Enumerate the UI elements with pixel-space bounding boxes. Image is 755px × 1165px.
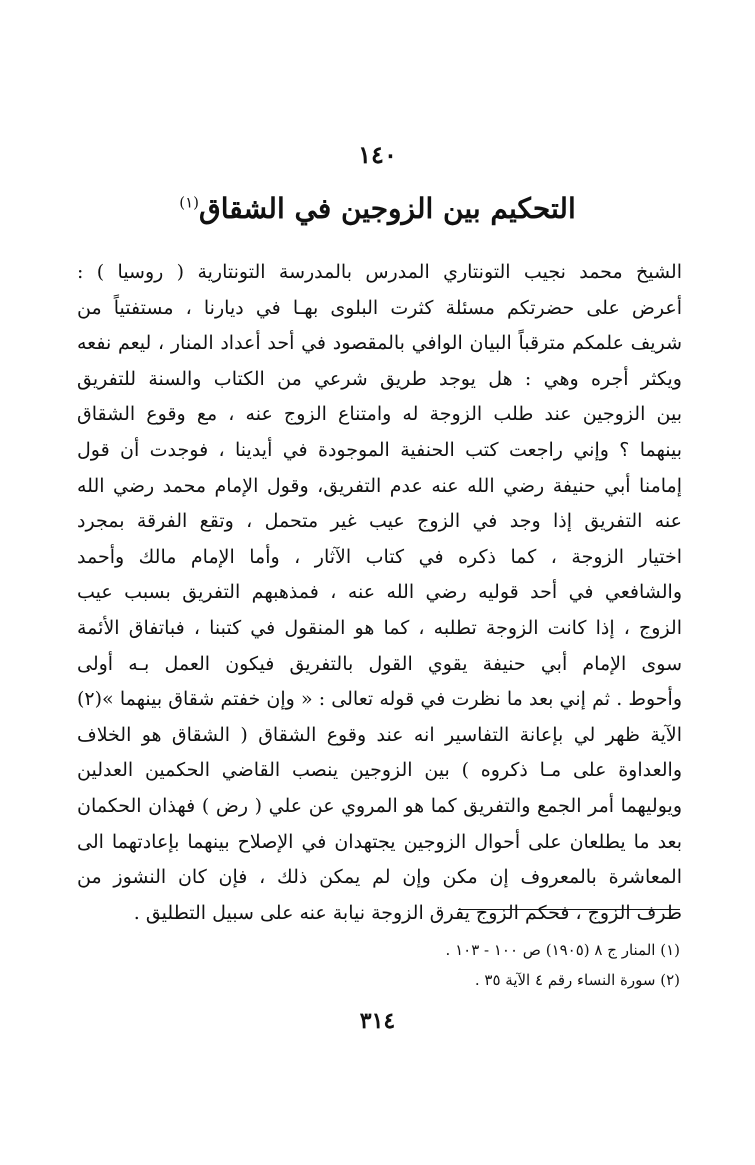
body-line: عنه التفريق إذا وجد في الزوج عيب غير متحمل ، وتقع الفرقة بمجرد: [77, 510, 682, 533]
body-line: سوى الإمام أبي حنيفة يقوي القول بالتفريق فيكون العمل بـه أولى: [77, 652, 682, 675]
body-line: والشافعي في أحد قوليه رضي الله عنه ، فمذهبهم التفريق بسبب عيب: [77, 581, 682, 604]
body-line: شريف علمكم مترقباً البيان الوافي بالمقصود في أحد أعداد المنار ، ليعم نفعه: [77, 332, 682, 355]
body-line: أعرض على حضرتكم مسئلة كثرت البلوى بهـا في ديارنا ، مستفتياً من: [77, 296, 682, 319]
body-text: [77, 255, 682, 931]
body-line: الشيخ محمد نجيب التونتاري المدرس بالمدرسة التونتارية ( روسيا ) :: [77, 261, 682, 283]
body-line: بين الزوجين عند طلب الزوجة له وامتناع الزوج عنه ، مع وقوع الشقاق: [77, 403, 682, 426]
body-line: بعد ما يطلعان على أحوال الزوجين يجتهدان في الإصلاح بينهما بإعادتهما الى: [77, 830, 682, 853]
body-line: الزوج ، إذا كانت الزوجة تطلبه ، كما هو المنقول في كتبنا ، فباتفاق الأئمة: [77, 616, 682, 639]
body-line: الآية ظهر لي بإعانة التفاسير انه عند وقوع الشقاق ( الشقاق هو الخلاف: [77, 723, 682, 746]
page-number: ٣١٤: [359, 1008, 396, 1034]
body-line: ويكثر أجره وهي : هل يوجد طريق شرعي من الكتاب والسنة للتفريق: [77, 367, 682, 390]
body-line: بينهما ؟ وإني راجعت كتب الحنفية الموجودة في أيدينا ، فوجدت أن قول: [77, 438, 682, 461]
body-line: المعاشرة بالمعروف إن مكن وإن لم يمكن ذلك ، فإن كان النشوز من: [77, 866, 682, 889]
article-title-text: التحكيم بين الزوجين في الشقاق: [199, 192, 576, 225]
body-line: وأحوط . ثم إني بعد ما نظرت في قوله تعالى : « وإن خفتم شقاق بينهما »(٢): [77, 688, 682, 711]
original-page-number: ١٤٠: [358, 140, 397, 169]
article-title: [0, 192, 755, 225]
body-line: ويوليهما أمر الجمع والتفريق كما هو المروي عن علي ( رض ) فهذان الحكمان: [77, 794, 682, 817]
footnote-divider: [458, 909, 680, 910]
body-line: اختيار الزوجة ، كما ذكره في كتاب الآثار ، وأما الإمام مالك وأحمد: [77, 545, 682, 568]
body-line: والعداوة على مـا ذكروه ) بين الزوجين ينصب القاضي الحكمين العدلين: [77, 759, 682, 782]
title-footnote-ref: (١): [179, 193, 200, 212]
footnote-item: (١) المنار ج ٨ (١٩٠٥) ص ١٠٠ - ١٠٣ .: [445, 941, 680, 959]
body-line: طرف الزوج ، فحكم الزوج يفرق الزوجة نيابة عنه على سبيل التطليق .: [133, 901, 682, 924]
footnotes: [80, 935, 680, 995]
footnote-item: (٢) سورة النساء رقم ٤ الآية ٣٥ .: [474, 971, 680, 989]
body-line: إمامنا أبي حنيفة رضي الله عنه عدم التفريق، وقول الإمام محمد رضي الله: [77, 474, 682, 497]
